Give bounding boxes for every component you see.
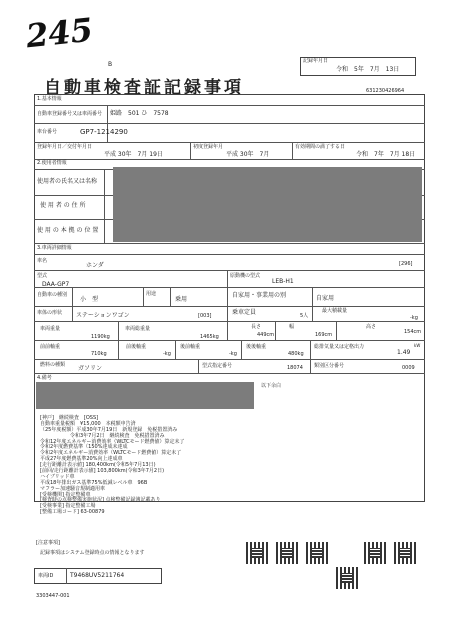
type-no-label: 型式指定番号 [202,363,233,369]
maker-value: ホンダ [86,262,104,269]
class-no-value: 0009 [402,365,415,371]
recorded-date-value: 令和 5年 7月 13日 [336,66,400,73]
document-code: 3303447-001 [36,593,70,599]
use-label: 用途 [146,291,157,297]
serial-number: 631230426964 [366,88,405,94]
section1-title: 1.基本情報 [37,96,62,102]
remark-line: [前回/走行距離計表示値] 103,800km(令和3年7月2日) [40,468,165,475]
page-title: 自動車検査証記録事項 [44,78,244,98]
model-label: 型式 [37,273,48,279]
rf-axle-label: 後前軸重 [180,344,201,350]
width-label: 幅 [289,324,295,330]
rr-axle-value: 480kg [288,351,304,357]
fr-axle-label: 前後軸重 [126,344,147,350]
maker-label: 車名 [37,258,48,264]
remark-line: マフラー加速騒音規制適用車 [40,485,106,492]
weight-label: 車両重量 [40,326,61,332]
ff-axle-value: 710kg [91,351,107,357]
qr-code-icon [336,567,358,589]
fr-axle-value: -kg [163,351,171,357]
remarks-list [40,416,300,516]
remark-line: [受検事業] 指定整備工場 [40,503,96,510]
fuel-label: 燃料の種類 [40,362,66,368]
engine-label: 原動機の型式 [230,273,261,279]
qr-code-icon [364,542,386,564]
chassis-label: 車台番号 [37,129,58,135]
height-label: 高さ [366,324,377,330]
qr-code-icon [246,542,268,564]
gross-value: 1465kg [200,334,219,340]
remark-line: （25年度税額）平成30年7月19日 新規登録 免税措置済み [40,426,178,433]
body-value: ステーションワゴン [76,312,130,319]
body-label: 車体の形状 [37,310,63,316]
displacement-unit: kW [414,343,421,348]
length-value: 449cm [257,332,275,338]
reg-number-label: 自動車登録番号又は車両番号 [37,111,103,117]
length-label: 長さ [251,324,262,330]
section3-title: 3.車両詳細情報 [37,245,72,251]
remark-line: ハイブリッド車 [40,473,75,480]
user-name-label: 使用者の氏名又は名称 [37,178,98,185]
qr-code-icon [306,542,328,564]
remark-line: [受検機関] 指定整備車 [40,491,91,498]
weight-value: 1190kg [91,334,110,340]
height-value: 154cm [404,329,422,335]
rf-axle-value: -kg [229,351,237,357]
kind-value: 小 型 [80,296,99,303]
rr-axle-label: 後後軸重 [246,344,267,350]
first-year-label: 初度登録年月 [193,144,224,150]
chassis-value: GP7-1214290 [80,128,128,136]
model-value: DAA-GP7 [42,281,70,288]
expiry-value: 令和 7年 7月 18日 [356,151,416,158]
remark-line: 令和2年度燃費基準（150%達成未達成 [40,444,128,451]
vehicle-id-label: 車両ID [38,573,54,579]
base-location-label: 使 用 の 本 拠 の 位 置 [37,227,99,234]
body-code: [003] [198,313,212,319]
expiry-label: 有効期間の満了する日 [295,144,346,150]
first-year-value: 平成 30年 7月 [226,151,270,158]
remark-line: 平成27年度燃費基準20%向上達成車 [40,456,123,463]
max-load-value: -kg [410,315,418,321]
use-value: 乗用 [175,296,188,303]
redacted-remarks-block [36,382,254,409]
remark-line: [検査時の点検整備実施状況] 点検整備記録簿記載あり [40,497,161,504]
section4-title: 4.備考 [37,375,52,381]
user-address-label: 使 用 者 の 住 所 [40,202,86,209]
kind-label: 自動車の種別 [37,292,68,298]
remark-line: 平成18年排出ガス基準75%低減レベル車 96B [40,479,148,486]
section2-title: 2.使用者情報 [37,160,67,166]
remark-line: [整備工場コード] 63-00879 [40,509,105,516]
redacted-user-block [113,167,422,242]
remarks-continued: 以下余白 [261,383,282,389]
engine-value: LEB-H1 [272,278,294,285]
max-load-label: 最大積載量 [322,308,348,314]
reg-number-value: 姫路 501 ひ 7578 [110,110,169,117]
fuel-value: ガソリン [78,365,103,372]
note-text: 記録事項はシステム登録時点の情報となります [40,550,145,556]
first-reg-label: 登録年月日／交付年月日 [37,144,93,150]
private-label: 自家用・事業用の別 [232,292,287,299]
qr-code-icon [276,542,298,564]
handwritten-number: 245 [24,10,95,56]
note-title: [注意事項] [36,540,60,546]
remark-line: 令和3年7月2日 継続検査 免税措置済み [40,432,165,439]
remark-line: [走行距離計表示値] 180,400km(令和5年7月13日) [40,462,156,469]
first-reg-value: 平成 30年 7月 19日 [104,151,163,158]
remark-line: 令和12年度エネルギー消費効率（WLTCモード燃費値）算定未了 [40,438,185,445]
type-no-value: 18074 [287,365,303,371]
remark-line: [神戸] 継続検査 [OSS] [40,415,99,421]
private-value: 自家用 [316,295,335,302]
width-value: 169cm [315,332,333,338]
class-no-label: 類別区分番号 [314,363,345,369]
displacement-value: 1.49 [397,349,411,356]
header-letter: B [108,61,113,68]
maker-code: [296] [399,261,413,267]
remark-line: 令和2年度エネルギー消費効率（WLTCモード燃費値）算定未了 [40,450,182,457]
qr-code-icon [394,542,416,564]
recorded-date-label: 記録年月日 [303,58,329,64]
ff-axle-label: 前前軸重 [40,344,61,350]
capacity-value: 5人 [300,313,309,319]
capacity-label: 乗車定員 [232,309,257,316]
displacement-label: 総排気量又は定格出力 [314,344,365,350]
gross-label: 車両総重量 [125,326,151,332]
remark-line: 自動車重量税額 ¥15,000 本税額申告済 [40,420,136,427]
vehicle-id-value: T9468UV5211764 [70,572,125,579]
